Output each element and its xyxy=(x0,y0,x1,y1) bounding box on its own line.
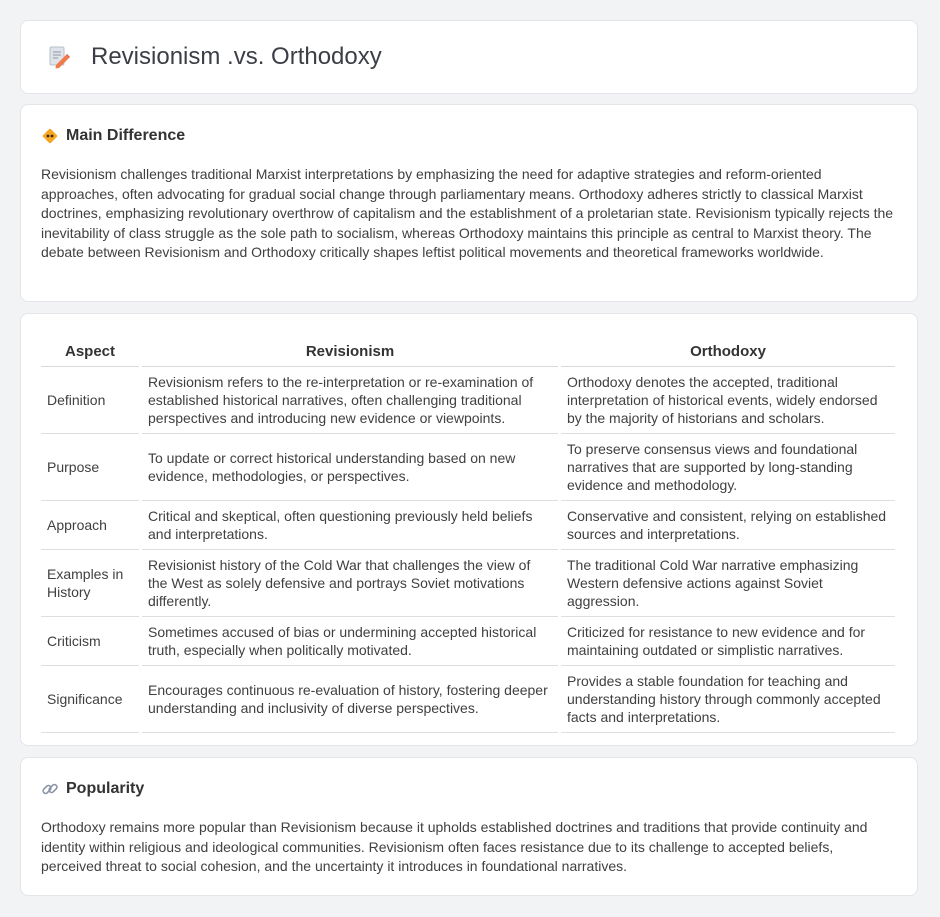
revisionism-cell: Critical and skeptical, often questioning previously held beliefs and interpretations. xyxy=(142,501,558,550)
aspect-cell: Purpose xyxy=(41,434,139,501)
aspect-cell: Examples in History xyxy=(41,550,139,617)
comparison-table xyxy=(38,332,898,733)
revisionism-cell: Encourages continuous re-evaluation of history, fostering deeper understanding and inclusivity of diverse perspectives. xyxy=(142,666,558,733)
column-header-revisionism: Revisionism xyxy=(142,332,558,367)
main-difference-card xyxy=(20,104,918,302)
page-title: Revisionism .vs. Orthodoxy xyxy=(91,43,382,70)
popularity-text: Orthodoxy remains more popular than Revisionism because it upholds established doctrines and traditions that provide continuity and identity within religious and ideological communities. Revisionism often faces resistance due to its challenge to accepted beliefs, perceived threat to social cohesion, and the uncertainty it introduces in foundational narratives. xyxy=(41,819,868,874)
diamond-sign-icon xyxy=(41,127,59,145)
orthodoxy-cell: Orthodoxy denotes the accepted, traditional interpretation of historical events, widely endorsed by the majority of historians and scholars. xyxy=(561,367,895,434)
title-card xyxy=(20,20,918,94)
main-difference-heading xyxy=(41,127,897,145)
orthodoxy-cell: Conservative and consistent, relying on established sources and interpretations. xyxy=(561,501,895,550)
table-row xyxy=(41,617,895,666)
table-row xyxy=(41,666,895,733)
revisionism-cell: Revisionist history of the Cold War that challenges the view of the West as solely defensive and portrays Soviet motivations differently. xyxy=(142,550,558,617)
main-difference-text: Revisionism challenges traditional Marxist interpretations by emphasizing the need for adaptive strategies and reform-oriented approaches, often advocating for gradual social change through parliamentary means. Orthodoxy adheres strictly to classical Marxist doctrines, emphasizing revolutionary overthrow of capitalism and the establishment of a proletarian state. Revisionism typically rejects the inevitability of class struggle as the sole path to socialism, whereas Orthodoxy maintains this principle as central to Marxist theory. The debate between Revisionism and Orthodoxy critically shapes leftist political movements and theoretical frameworks worldwide. xyxy=(41,166,894,260)
aspect-cell: Significance xyxy=(41,666,139,733)
aspect-cell: Criticism xyxy=(41,617,139,666)
link-icon xyxy=(41,780,59,798)
table-row xyxy=(41,501,895,550)
popularity-heading-text: Popularity xyxy=(66,780,145,797)
column-header-orthodoxy: Orthodoxy xyxy=(561,332,895,367)
orthodoxy-cell: Criticized for resistance to new evidence and for maintaining outdated or simplistic narratives. xyxy=(561,617,895,666)
orthodoxy-cell: To preserve consensus views and foundational narratives that are supported by long-standing evidence and methodology. xyxy=(561,434,895,501)
comparison-card xyxy=(20,313,918,746)
main-difference-heading-text: Main Difference xyxy=(66,127,186,144)
popularity-card xyxy=(20,757,918,896)
table-row xyxy=(41,434,895,501)
popularity-heading xyxy=(41,780,897,798)
document-pencil-icon xyxy=(47,45,71,69)
table-row xyxy=(41,367,895,434)
revisionism-cell: Sometimes accused of bias or undermining accepted historical truth, especially when politically motivated. xyxy=(142,617,558,666)
orthodoxy-cell: Provides a stable foundation for teaching and understanding history through commonly accepted facts and interpretations. xyxy=(561,666,895,733)
orthodoxy-cell: The traditional Cold War narrative emphasizing Western defensive actions against Soviet aggression. xyxy=(561,550,895,617)
aspect-cell: Approach xyxy=(41,501,139,550)
revisionism-cell: To update or correct historical understanding based on new evidence, methodologies, or perspectives. xyxy=(142,434,558,501)
aspect-cell: Definition xyxy=(41,367,139,434)
column-header-aspect: Aspect xyxy=(41,332,139,367)
revisionism-cell: Revisionism refers to the re-interpretation or re-examination of established historical narratives, often challenging traditional perspectives and introducing new evidence or viewpoints. xyxy=(142,367,558,434)
table-row xyxy=(41,550,895,617)
table-header-row xyxy=(41,332,895,367)
